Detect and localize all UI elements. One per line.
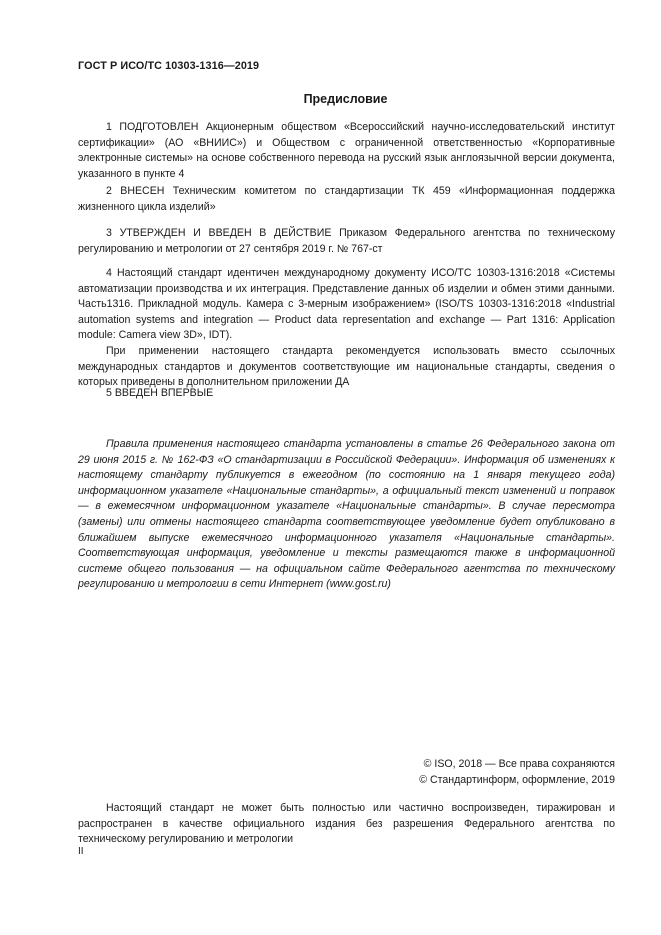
section-3-text: 3 УТВЕРЖДЕН И ВВЕДЕН В ДЕЙСТВИЕ Приказом Федерального агентства по техническому регулированию и метрологии от 27 сентября 2019 г. № 767-ст [78, 227, 615, 255]
foreword-section-4 [78, 266, 615, 391]
section-1-text: 1 ПОДГОТОВЛЕН Акционерным обществом «Всероссийский научно-исследовательский институт сертификации» (АО «ВНИИС») и Обществом с ограниченной ответственностью «Корпоративные электронные системы» на основе собственного перевода на русский язык англоязычной версии документа, указанного в пункте 4 [78, 121, 615, 180]
section-4-text: 4 Настоящий стандарт идентичен международному документу ИСО/ТС 10303-1316:2018 «Системы автоматизации производства и их интеграция. Представление данных об изделии и обмен этими данными. Часть1316. Прикладной модуль. Камера с 3-мерным изображением» (ISO/TS 10303-1316:2018 «Industrial automation systems and integration — Product data representation and exchange — Part 1316: Application module: Camera view 3D», IDT). [78, 267, 615, 342]
foreword-section-1 [78, 120, 615, 182]
section-5-text: 5 ВВЕДЕН ВПЕРВЫЕ [106, 387, 214, 399]
document-code: ГОСТ Р ИСО/ТС 10303-1316—2019 [78, 60, 260, 72]
copyright-iso: © ISO, 2018 — Все права сохраняются [423, 758, 615, 770]
page-number: II [78, 846, 84, 857]
section-2-text: 2 ВНЕСЕН Техническим комитетом по стандартизации ТК 459 «Информационная поддержка жизненного цикла изделий» [78, 185, 615, 213]
reproduction-notice-text: Настоящий стандарт не может быть полностью или частично воспроизведен, тиражирован и распространен в качестве официального издания без разрешения Федерального агентства по техническому регулированию и метрологии [78, 802, 615, 846]
copyright-standartinform: © Стандартинформ, оформление, 2019 [419, 774, 615, 786]
copyright-block [419, 756, 615, 788]
reproduction-notice [78, 801, 615, 848]
foreword-section-5 [78, 386, 615, 402]
rules-notice-text: Правила применения настоящего стандарта установлены в статье 26 Федерального закона от 29 июня 2015 г. № 162-ФЗ «О стандартизации в Российской Федерации». Информация об изменениях к настоящему стандарту публикуется в ежегодном (по состоянию на 1 января текущего года) информационном указателе «Национальные стандарты», а официальный текст изменений и поправок — в ежемесячном информационном указателе «Национальные стандарты». В случае пересмотра (замены) или отмены настоящего стандарта соответствующее уведомление будет опубликовано в ближайшем выпуске ежемесячного информационного указателя «Национальные стандарты». Соответствующая информация, уведомление и тексты размещаются также в информационной системе общего пользования — на официальном сайте Федерального агентства по техническому регулированию и метрологии в сети Интернет (www.gost.ru) [78, 438, 615, 591]
foreword-section-2 [78, 184, 615, 215]
rules-notice [78, 437, 615, 593]
foreword-section-3 [78, 226, 615, 257]
section-4-note: При применении настоящего стандарта рекомендуется использовать вместо ссылочных международных стандартов и документов соответствующие им национальные стандарты, сведения о которых приведены в дополнительном приложении ДА [78, 344, 615, 389]
page-title: Предисловие [303, 92, 388, 106]
